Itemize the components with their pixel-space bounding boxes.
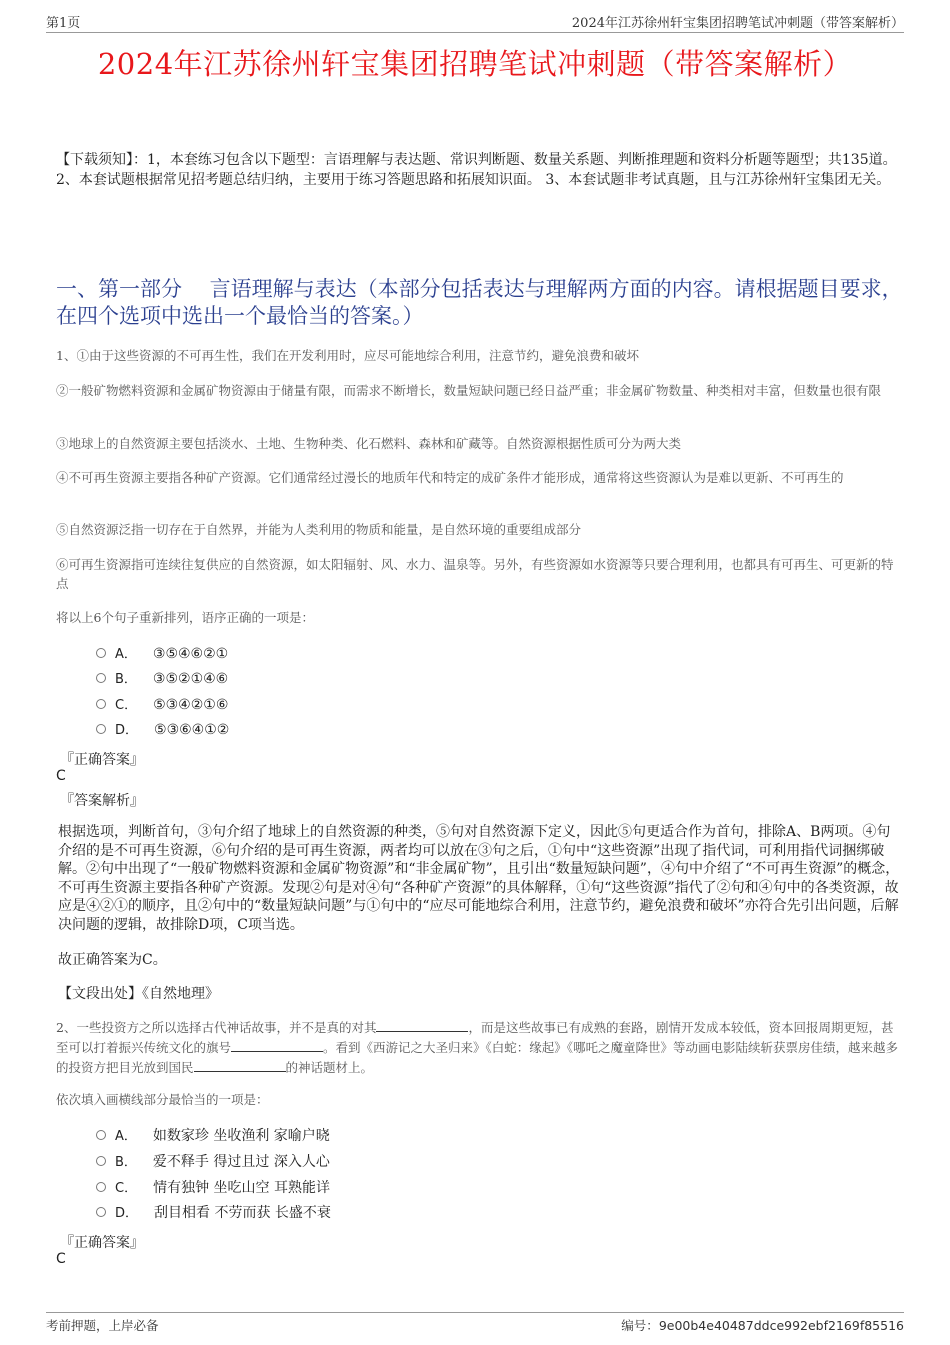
q2-stem-part: 2、一些投资方之所以选择古代神话故事，并不是真的对其 bbox=[56, 1020, 377, 1035]
q1-source: 【文段出处】《自然地理》 bbox=[58, 986, 219, 1002]
header-doc-title: 2024年江苏徐州轩宝集团招聘笔试冲刺题（带答案解析） bbox=[571, 16, 904, 31]
q1-option-d[interactable] bbox=[96, 720, 229, 741]
radio-icon[interactable] bbox=[96, 1207, 106, 1217]
option-text: ⑤③⑥④①② bbox=[154, 722, 230, 738]
q2-option-b[interactable] bbox=[96, 1152, 330, 1173]
radio-icon[interactable] bbox=[96, 1130, 106, 1140]
fill-blank bbox=[231, 1039, 323, 1052]
q2-stem-part: 的神话题材上。 bbox=[285, 1060, 374, 1075]
option-letter: A． bbox=[115, 647, 137, 662]
radio-icon[interactable] bbox=[96, 648, 106, 658]
option-letter: B． bbox=[115, 1155, 137, 1170]
page-number: 第1页 bbox=[46, 16, 81, 31]
radio-icon[interactable] bbox=[96, 1156, 106, 1166]
radio-icon[interactable] bbox=[96, 724, 106, 734]
fill-blank bbox=[194, 1059, 286, 1072]
option-text: ③⑤④⑥②① bbox=[152, 646, 229, 662]
option-letter: A． bbox=[115, 1129, 137, 1144]
q2-answer-label: 『正确答案』 bbox=[60, 1235, 144, 1251]
q2-stem-part: 。看到《西游记之大圣归来》《白蛇：缘起》《哪吒之魔童降世》等动画电影陆续斩获票房佳绩，越来越多的投资方把目光放到国民 bbox=[56, 1040, 899, 1075]
section-heading: 一、第一部分 言语理解与表达（本部分包括表达与理解两方面的内容。请根据题目要求，在四个选项中选出一个最恰当的答案。） bbox=[56, 277, 903, 328]
option-text: 刮目相看 不劳而获 长盛不衰 bbox=[154, 1205, 331, 1221]
document-title: 2024年江苏徐州轩宝集团招聘笔试冲刺题（带答案解析） bbox=[97, 47, 853, 81]
radio-icon[interactable] bbox=[96, 673, 106, 683]
q2-option-c[interactable] bbox=[96, 1178, 330, 1199]
radio-icon[interactable] bbox=[96, 1182, 106, 1192]
q1-analysis: 根据选项，判断首句，③句介绍了地球上的自然资源的种类，⑤句对自然资源下定义，因此⑤句更适合作为首句，排除A、B两项。④句介绍的是不可再生资源，⑥句介绍的是可再生资源，两者均可以放在③句之后，①句中“这些资源”出现了指代词，可利用指代词捆绑破解。②句中出现了“一般矿物燃料资源和金属矿物资源”和“非金属矿物”，且引出“数量短缺问题”，④句中介绍了“不可再生资源”的概念，不可再生资源主要指各种矿产资源。发现②句是对④句“各种矿产资源”的具体解释，①句“这些资源”指代了②句和④句中的各类资源，故应是④②①的顺序，且②句中的“数量短缺问题”与①句中的“应尽可能地综合利用，注意节约，避免浪费和破坏”亦符合先引出问题，后解决问题的逻辑，故排除D项，C项当选。 bbox=[58, 824, 900, 933]
footer-code-value: 9e00b4e40487ddce992ebf2169f85516 bbox=[658, 1318, 904, 1333]
q1-answer-label: 『正确答案』 bbox=[60, 752, 144, 768]
q1-sentence-2: ②一般矿物燃料资源和金属矿物资源由于储量有限，而需求不断增长，数量短缺问题已经日益严重；非金属矿物数量、种类相对丰富，但数量也很有限 bbox=[56, 383, 882, 398]
option-text: 情有独钟 坐吃山空 耳熟能详 bbox=[153, 1180, 330, 1196]
q2-stem bbox=[56, 1018, 902, 1078]
q1-sentence-1: 1、①由于这些资源的不可再生性，我们在开发利用时，应尽可能地综合利用，注意节约，避免浪费和破坏 bbox=[56, 348, 639, 363]
option-text: ⑤③④②①⑥ bbox=[153, 697, 229, 713]
option-text: 爱不释手 得过且过 深入人心 bbox=[152, 1154, 330, 1170]
q1-analysis-label: 『答案解析』 bbox=[60, 793, 144, 809]
option-text: ③⑤②①④⑥ bbox=[152, 671, 229, 687]
option-letter: C． bbox=[115, 698, 138, 713]
footer-slogan: 考前押题，上岸必备 bbox=[46, 1318, 159, 1333]
q2-option-a[interactable] bbox=[96, 1126, 330, 1147]
q1-answer: C bbox=[56, 768, 66, 784]
q1-sentence-6: ⑥可再生资源指可连续往复供应的自然资源，如太阳辐射、风、水力、温泉等。另外，有些资源如水资源等只要合理利用，也都具有可再生、可更新的特点 bbox=[56, 557, 894, 591]
q1-conclusion: 故正确答案为C。 bbox=[58, 952, 167, 968]
q1-sentence-5: ⑤自然资源泛指一切存在于自然界，并能为人类利用的物质和能量，是自然环境的重要组成部分 bbox=[56, 522, 582, 537]
q1-prompt: 将以上6个句子重新排列，语序正确的一项是： bbox=[56, 610, 314, 625]
q1-sentence-4: ④不可再生资源主要指各种矿产资源。它们通常经过漫长的地质年代和特定的成矿条件才能形成，通常将这些资源认为是难以更新、不可再生的 bbox=[56, 470, 844, 485]
option-letter: C． bbox=[115, 1181, 138, 1196]
page-footer bbox=[46, 1312, 904, 1333]
q1-option-a[interactable] bbox=[96, 644, 228, 665]
option-letter: B． bbox=[115, 672, 137, 687]
page-header bbox=[46, 10, 904, 33]
option-text: 如数家珍 坐收渔利 家喻户晓 bbox=[152, 1128, 330, 1144]
option-letter: D． bbox=[115, 1206, 139, 1221]
q1-sentence-3: ③地球上的自然资源主要包括淡水、土地、生物种类、化石燃料、森林和矿藏等。自然资源根据性质可分为两大类 bbox=[56, 436, 682, 451]
q2-prompt: 依次填入画横线部分最恰当的一项是： bbox=[56, 1092, 269, 1107]
q2-stem-part: ，而是这些故事已有成熟的套路，剧情开发成本较低，资本回报周期更短，甚至可以打着振兴传统文化的旗号 bbox=[56, 1020, 894, 1055]
option-letter: D． bbox=[115, 723, 139, 738]
q1-option-c[interactable] bbox=[96, 695, 228, 716]
q1-option-b[interactable] bbox=[96, 669, 228, 690]
radio-icon[interactable] bbox=[96, 699, 106, 709]
footer-code-label: 编号： bbox=[621, 1318, 659, 1333]
q2-answer: C bbox=[56, 1251, 66, 1267]
q2-option-d[interactable] bbox=[96, 1203, 331, 1224]
download-notice: 【下载须知】：1，本套练习包含以下题型：言语理解与表达题、常识判断题、数量关系题、判断推理题和资料分析题等题型；共135道。 2、本套试题根据常见招考题总结归纳，主要用于练习答题思路和拓展知识面。 3、本套试题非考试真题，且与江苏徐州轩宝集团无关。 bbox=[56, 152, 897, 188]
fill-blank bbox=[376, 1019, 468, 1032]
footer-code bbox=[621, 1316, 904, 1334]
